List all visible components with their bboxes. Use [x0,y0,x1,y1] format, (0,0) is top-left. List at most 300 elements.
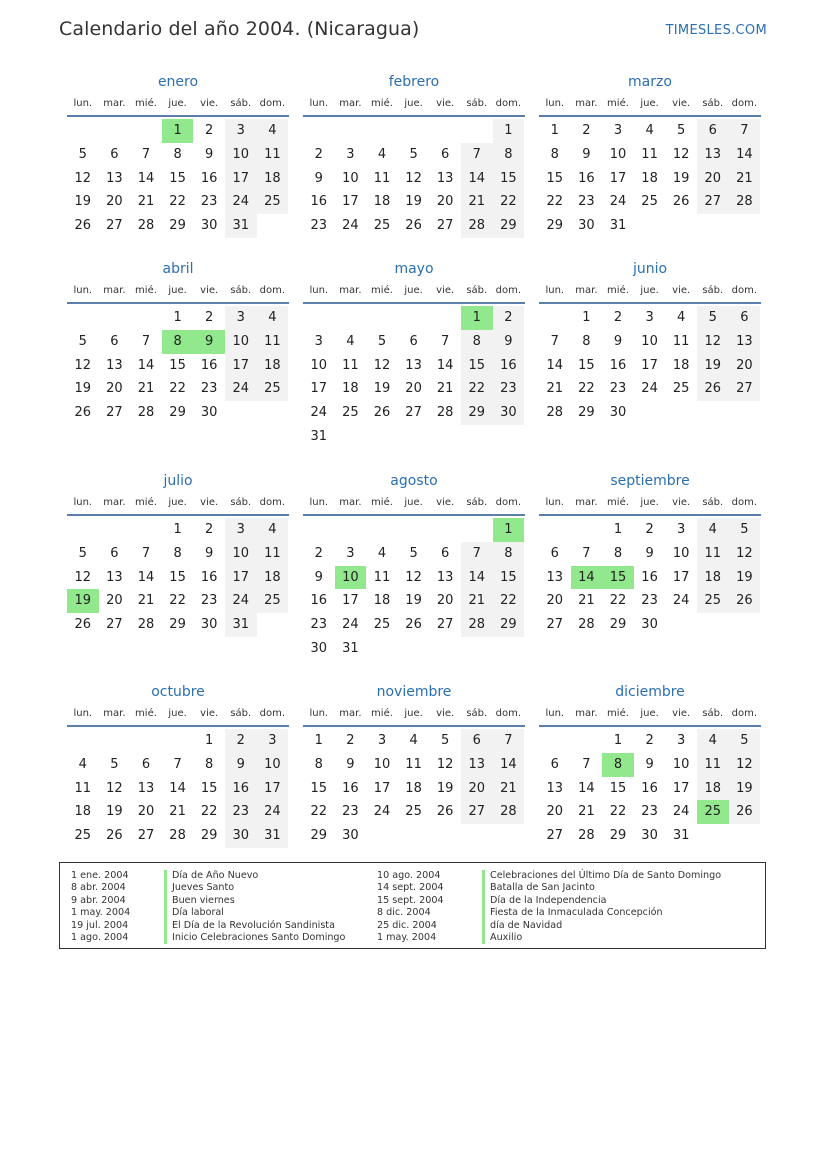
day-cell: 29 [200,828,218,844]
day-cell: 14 [436,357,454,373]
day-cell: 26 [74,617,92,633]
day-cell: 16 [609,357,627,373]
day-cell: 19 [729,777,761,801]
day-cell: 27 [106,405,123,421]
day-cell: 20 [546,593,564,609]
day-cell: 10 [641,333,658,349]
legend-date: 1 may. 2004 [377,931,437,943]
day-cell: 23 [578,194,595,210]
day-cell: 22 [461,377,493,401]
day-cell: 24 [672,804,690,820]
day-cell: 23 [342,804,359,820]
day-cell: 26 [672,194,690,210]
weekday-header [303,707,525,727]
day-cell: 16 [310,593,328,609]
day-cell: 8 [493,143,525,167]
day-cell: 5 [697,306,729,330]
weekday-label: mar. [103,285,126,296]
weekday-label: dom. [495,497,522,508]
day-cell: 30 [310,640,328,656]
weekday-label: sáb. [466,708,488,719]
weekday-header [539,707,761,727]
weekday-label: mar. [339,98,362,109]
day-cell: 17 [225,566,257,590]
legend-bar-left [164,870,167,944]
empty-cell [130,306,162,330]
day-cell: 10 [257,753,289,777]
day-cell: 26 [74,405,92,421]
day-cell: 27 [137,828,155,844]
day-cell: 27 [461,800,493,824]
empty-cell [429,518,461,542]
weekday-label: dom. [731,497,758,508]
day-cell: 5 [377,333,387,349]
day-cell: 29 [493,613,525,637]
day-cell: 23 [200,194,218,210]
day-cell: 28 [578,617,595,633]
day-cell: 1 [162,119,194,143]
day-grid [67,729,289,848]
day-cell: 22 [169,194,186,210]
day-cell: 11 [697,753,729,777]
day-cell: 24 [225,190,257,214]
day-cell: 26 [697,377,729,401]
month-name: julio [163,473,193,489]
weekday-label: mar. [103,497,126,508]
weekday-label: lun. [545,98,565,109]
day-cell: 25 [342,405,359,421]
day-cell: 14 [571,566,603,590]
day-cell: 6 [697,119,729,143]
day-cell: 26 [436,804,454,820]
month-name: febrero [388,74,440,90]
empty-cell [539,729,571,753]
month-0 [67,73,289,238]
day-cell: 21 [578,593,595,609]
day-cell: 15 [602,566,634,590]
weekday-header [67,284,289,304]
weekday-label: sáb. [702,98,724,109]
month-11 [539,683,761,848]
weekday-label: mar. [339,708,362,719]
day-cell: 9 [346,756,355,772]
day-cell: 4 [697,518,729,542]
day-cell: 4 [409,733,418,748]
day-cell: 8 [162,330,194,354]
day-cell: 22 [609,593,627,609]
day-cell: 9 [582,146,591,162]
day-cell: 18 [257,566,289,590]
weekday-label: mar. [103,98,126,109]
day-cell: 13 [461,753,493,777]
day-cell: 5 [110,756,119,772]
weekday-label: sáb. [466,98,488,109]
day-cell: 9 [205,545,214,561]
weekday-label: vie. [200,285,219,296]
weekday-label: lun. [73,497,93,508]
weekday-label: vie. [200,708,219,719]
day-cell: 2 [493,306,525,330]
day-grid [67,306,289,425]
day-cell: 30 [225,824,257,848]
day-cell: 3 [613,123,623,138]
legend-holiday-name: Inicio Celebraciones Santo Domingo [172,931,346,943]
day-cell: 16 [641,569,658,585]
day-cell: 3 [225,518,257,542]
empty-cell [366,119,398,143]
day-cell: 25 [405,804,422,820]
day-cell: 10 [672,756,690,772]
weekday-label: jue. [168,497,187,508]
month-3 [67,260,289,425]
legend-left-names [172,870,345,944]
day-cell: 23 [641,593,658,609]
day-cell: 31 [225,613,257,637]
day-cell: 15 [169,357,186,373]
legend-left-dates [71,870,130,944]
day-cell: 9 [193,330,225,354]
day-cell: 19 [67,589,99,613]
month-6 [67,472,289,637]
weekday-label: vie. [672,285,691,296]
day-cell: 6 [441,545,450,561]
page-title: Calendario del año 2004. (Nicaragua) [59,18,420,40]
weekday-label: mié. [135,708,157,719]
day-cell: 9 [645,545,654,561]
day-cell: 20 [697,167,729,191]
day-cell: 26 [106,828,123,844]
empty-cell [130,518,162,542]
weekday-label: lun. [73,98,93,109]
day-cell: 2 [225,729,257,753]
weekday-label: mié. [135,98,157,109]
month-name: octubre [151,684,205,700]
day-cell: 9 [314,569,323,585]
legend-date: 25 dic. 2004 [377,919,437,931]
day-cell: 23 [641,804,658,820]
day-cell: 18 [257,167,289,191]
weekday-label: sáb. [702,497,724,508]
day-cell: 26 [405,218,422,234]
day-cell: 12 [729,542,761,566]
day-cell: 21 [461,589,493,613]
weekday-label: vie. [672,708,691,719]
day-cell: 11 [373,170,391,186]
weekday-label: dom. [495,285,522,296]
empty-cell [398,306,430,330]
legend-holiday-name: Fiesta de la Inmaculada Concepción [490,907,663,919]
day-cell: 29 [461,401,493,425]
weekday-label: sáb. [230,98,252,109]
day-cell: 18 [74,804,92,820]
day-cell: 13 [405,357,422,373]
day-cell: 16 [578,170,595,186]
weekday-label: jue. [640,497,659,508]
day-cell: 22 [546,194,564,210]
day-cell: 26 [405,617,422,633]
day-cell: 2 [205,522,214,537]
empty-cell [366,518,398,542]
weekday-label: mié. [371,285,393,296]
day-cell: 2 [205,310,214,325]
weekday-header [303,284,525,304]
day-grid [303,306,525,449]
day-cell: 30 [641,828,658,844]
day-cell: 27 [436,218,454,234]
day-cell: 15 [493,566,525,590]
day-cell: 24 [310,405,328,421]
day-cell: 24 [609,194,627,210]
day-cell: 1 [613,733,623,748]
weekday-label: lun. [309,285,329,296]
day-cell: 17 [373,780,391,796]
day-cell: 5 [78,146,87,162]
weekday-label: mié. [607,497,629,508]
empty-cell [366,306,398,330]
weekday-label: mar. [103,708,126,719]
weekday-label: vie. [436,98,455,109]
month-1 [303,73,525,238]
day-grid [539,518,761,637]
day-cell: 24 [225,377,257,401]
day-cell: 22 [578,381,595,397]
day-cell: 8 [582,333,591,349]
day-cell: 29 [546,218,564,234]
day-cell: 19 [729,566,761,590]
day-cell: 17 [609,170,627,186]
day-cell: 15 [169,569,186,585]
empty-cell [99,119,131,143]
month-name: enero [157,74,199,90]
day-cell: 21 [493,777,525,801]
day-cell: 23 [493,377,525,401]
day-cell: 8 [314,756,323,772]
empty-cell [67,119,99,143]
month-name: noviembre [376,684,452,700]
weekday-header [67,97,289,117]
day-cell: 15 [169,170,186,186]
day-cell: 3 [257,729,289,753]
day-cell: 11 [697,542,729,566]
day-cell: 3 [225,306,257,330]
day-cell: 26 [74,218,92,234]
weekday-header [539,284,761,304]
legend-date: 14 sept. 2004 [377,882,444,894]
day-cell: 9 [613,333,623,349]
legend-holiday-name: El Día de la Revolución Sandinista [172,919,335,931]
empty-cell [162,729,194,753]
day-cell: 20 [436,194,454,210]
day-cell: 21 [436,381,454,397]
day-cell: 20 [405,381,422,397]
day-cell: 14 [546,357,564,373]
weekday-label: vie. [200,497,219,508]
day-cell: 21 [578,804,595,820]
day-cell: 28 [461,214,493,238]
day-cell: 27 [546,617,564,633]
day-cell: 18 [697,566,729,590]
day-cell: 20 [106,593,123,609]
day-cell: 23 [200,381,218,397]
day-cell: 27 [106,218,123,234]
legend-date: 1 ene. 2004 [71,870,129,881]
day-cell: 7 [141,146,151,162]
weekday-label: jue. [404,285,423,296]
weekday-label: lun. [545,285,565,296]
day-cell: 27 [546,828,564,844]
day-grid [539,729,761,848]
day-cell: 28 [436,405,454,421]
day-cell: 7 [582,545,591,561]
brand-link[interactable]: TIMESLES.COM [665,23,767,38]
day-cell: 25 [74,828,92,844]
day-cell: 23 [200,593,218,609]
day-cell: 1 [173,522,182,537]
weekday-header [539,496,761,516]
day-cell: 21 [546,381,564,397]
day-cell: 27 [405,405,422,421]
day-cell: 1 [550,123,559,138]
day-cell: 26 [729,589,761,613]
weekday-label: jue. [404,98,423,109]
day-cell: 30 [200,617,218,633]
day-cell: 14 [493,753,525,777]
day-cell: 6 [461,729,493,753]
day-cell: 25 [257,589,289,613]
day-cell: 26 [373,405,391,421]
day-cell: 21 [461,190,493,214]
day-cell: 12 [697,330,729,354]
day-cell: 28 [546,405,564,421]
day-cell: 15 [578,357,595,373]
day-cell: 24 [373,804,391,820]
holiday-legend [59,862,766,949]
day-cell: 19 [106,804,123,820]
day-cell: 22 [169,381,186,397]
day-cell: 11 [373,569,391,585]
day-cell: 17 [342,593,359,609]
day-cell: 6 [409,333,418,349]
legend-date: 8 dic. 2004 [377,907,431,919]
day-cell: 19 [405,593,422,609]
day-cell: 31 [342,640,359,656]
weekday-label: sáb. [230,708,252,719]
weekday-label: mié. [135,285,157,296]
day-cell: 6 [110,333,119,349]
weekday-label: sáb. [466,497,488,508]
day-cell: 18 [641,170,658,186]
month-7 [303,472,525,661]
day-cell: 15 [609,780,627,796]
day-cell: 1 [582,310,591,325]
day-cell: 12 [729,753,761,777]
weekday-header [303,496,525,516]
day-cell: 4 [677,310,686,325]
weekday-header [539,97,761,117]
weekday-label: mié. [607,98,629,109]
empty-cell [67,306,99,330]
day-cell: 4 [78,756,87,772]
day-cell: 1 [461,306,493,330]
day-cell: 27 [106,617,123,633]
empty-cell [429,306,461,330]
day-cell: 18 [342,381,359,397]
day-cell: 18 [373,194,391,210]
day-cell: 4 [257,119,289,143]
day-cell: 9 [205,146,214,162]
weekday-label: lun. [73,285,93,296]
weekday-label: jue. [404,497,423,508]
empty-cell [335,518,367,542]
day-cell: 20 [106,381,123,397]
day-cell: 24 [672,593,690,609]
weekday-header [67,707,289,727]
day-cell: 25 [257,190,289,214]
legend-holiday-name: Buen viernes [172,894,235,906]
day-cell: 6 [441,146,450,162]
day-cell: 29 [169,218,186,234]
day-cell: 14 [137,357,155,373]
weekday-label: dom. [731,98,758,109]
day-cell: 5 [78,333,87,349]
day-cell: 5 [441,733,450,748]
day-cell: 2 [645,733,654,748]
weekday-label: jue. [168,98,187,109]
day-cell: 4 [257,306,289,330]
legend-date: 8 abr. 2004 [71,882,126,894]
day-cell: 20 [106,194,123,210]
day-cell: 14 [169,780,186,796]
day-cell: 13 [546,780,564,796]
day-cell: 13 [137,780,155,796]
day-cell: 4 [645,123,654,138]
day-cell: 25 [373,218,391,234]
weekday-label: lun. [73,708,93,719]
day-cell: 10 [310,357,328,373]
day-cell: 19 [697,354,729,378]
day-cell: 7 [141,545,151,561]
day-cell: 28 [169,828,186,844]
weekday-label: jue. [168,285,187,296]
day-cell: 19 [405,194,422,210]
day-cell: 11 [257,143,289,167]
day-cell: 5 [409,545,418,561]
day-cell: 8 [173,545,182,561]
day-cell: 13 [436,170,454,186]
day-cell: 7 [550,333,559,349]
day-cell: 23 [609,381,627,397]
day-cell: 3 [677,522,686,537]
day-cell: 18 [373,593,391,609]
day-cell: 7 [461,542,493,566]
day-cell: 13 [729,330,761,354]
month-name: diciembre [615,684,685,700]
day-cell: 28 [137,405,155,421]
day-cell: 8 [461,330,493,354]
day-cell: 10 [609,146,627,162]
day-cell: 1 [613,522,623,537]
weekday-label: jue. [640,285,659,296]
day-cell: 23 [310,617,328,633]
day-cell: 9 [645,756,654,772]
day-cell: 21 [137,194,155,210]
day-cell: 7 [582,756,591,772]
empty-cell [539,518,571,542]
day-cell: 11 [257,542,289,566]
weekday-label: dom. [259,285,286,296]
legend-date: 19 jul. 2004 [71,919,129,931]
day-cell: 8 [602,753,634,777]
